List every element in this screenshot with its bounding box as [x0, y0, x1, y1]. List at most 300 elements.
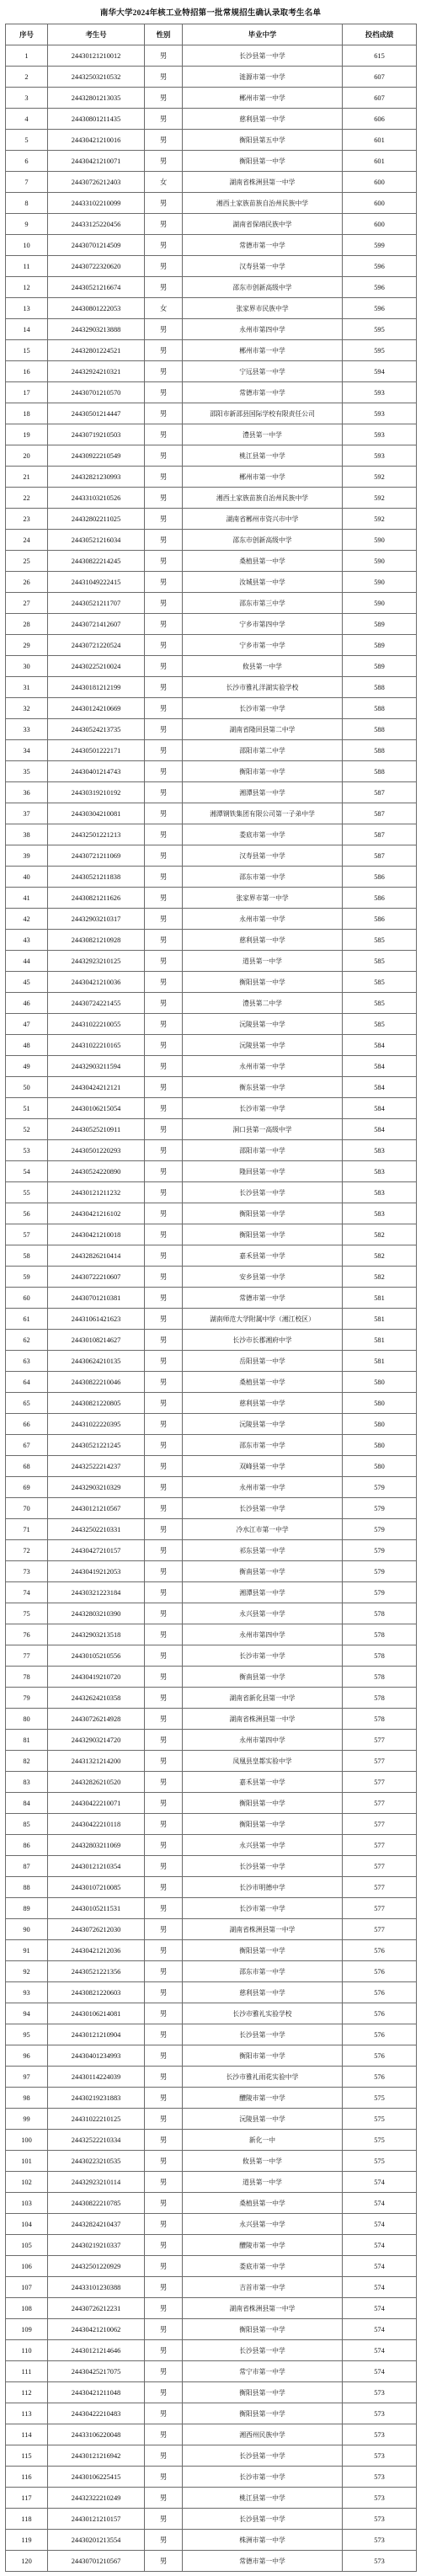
cell-index: 3: [6, 88, 48, 109]
cell-index: 14: [6, 319, 48, 340]
cell-score: 593: [343, 424, 417, 445]
cell-score: 574: [343, 2235, 417, 2256]
cell-index: 27: [6, 593, 48, 614]
cell-school: 邵东市第一中学: [183, 1961, 343, 1982]
cell-school: 衡阳县第一中学: [183, 2382, 343, 2403]
cell-index: 75: [6, 1603, 48, 1624]
cell-index: 50: [6, 1077, 48, 1098]
cell-score: 574: [343, 2361, 417, 2382]
cell-school: 慈利县第一中学: [183, 109, 343, 130]
cell-exam-number: 24430719210503: [48, 424, 145, 445]
table-row: [6, 509, 417, 530]
cell-exam-number: 24432322210249: [48, 2488, 145, 2509]
cell-exam-number: 24430421211048: [48, 2382, 145, 2403]
table-row: [6, 109, 417, 130]
cell-score: 584: [343, 1119, 417, 1140]
cell-score: 577: [343, 1793, 417, 1814]
cell-score: 574: [343, 2193, 417, 2214]
cell-school: 株洲市第一中学: [183, 2530, 343, 2551]
cell-index: 83: [6, 1772, 48, 1793]
cell-score: 581: [343, 1288, 417, 1309]
cell-school: 醴陵市第一中学: [183, 2088, 343, 2109]
cell-gender: 男: [145, 1835, 183, 1856]
header-score: 投档成绩: [343, 24, 417, 45]
table-row: [6, 530, 417, 551]
cell-gender: 男: [145, 593, 183, 614]
cell-gender: 男: [145, 530, 183, 551]
cell-index: 77: [6, 1645, 48, 1667]
cell-score: 576: [343, 2024, 417, 2045]
table-row: [6, 193, 417, 214]
table-row: [6, 951, 417, 972]
cell-score: 588: [343, 677, 417, 698]
cell-gender: 男: [145, 235, 183, 256]
cell-school: 邵东市第一中学: [183, 867, 343, 888]
cell-score: 607: [343, 67, 417, 88]
cell-school: 长沙市第一中学: [183, 2467, 343, 2488]
cell-exam-number: 24430114224039: [48, 2067, 145, 2088]
cell-school: 宁远县第一中学: [183, 361, 343, 382]
table-row: [6, 2551, 417, 2572]
cell-index: 97: [6, 2067, 48, 2088]
cell-index: 40: [6, 867, 48, 888]
cell-school: 衡阳县第一中学: [183, 1224, 343, 1245]
cell-index: 2: [6, 67, 48, 88]
cell-index: 64: [6, 1372, 48, 1393]
cell-exam-number: 24430726212030: [48, 1919, 145, 1940]
cell-school: 长沙市明德中学: [183, 1877, 343, 1898]
cell-exam-number: 24432903211594: [48, 1056, 145, 1077]
cell-school: 常德市第一中学: [183, 382, 343, 403]
cell-exam-number: 24433102210099: [48, 193, 145, 214]
cell-gender: 男: [145, 1477, 183, 1498]
table-row: [6, 1477, 417, 1498]
cell-index: 112: [6, 2382, 48, 2403]
table-row: [6, 803, 417, 824]
table-row: [6, 782, 417, 803]
cell-exam-number: 24432821230993: [48, 467, 145, 488]
cell-exam-number: 24430421210018: [48, 1224, 145, 1245]
cell-school: 汝城县第一中学: [183, 572, 343, 593]
cell-gender: 男: [145, 1688, 183, 1709]
cell-index: 65: [6, 1393, 48, 1414]
cell-index: 11: [6, 256, 48, 277]
cell-gender: 男: [145, 319, 183, 340]
cell-gender: 男: [145, 467, 183, 488]
cell-index: 52: [6, 1119, 48, 1140]
cell-exam-number: 24430801222053: [48, 298, 145, 319]
cell-gender: 男: [145, 1182, 183, 1203]
cell-gender: 男: [145, 2340, 183, 2361]
cell-gender: 男: [145, 1645, 183, 1667]
cell-school: 长沙县第一中学: [183, 45, 343, 67]
cell-gender: 男: [145, 109, 183, 130]
cell-score: 581: [343, 1330, 417, 1351]
cell-gender: 男: [145, 277, 183, 298]
cell-score: 573: [343, 2509, 417, 2530]
cell-exam-number: 24430721211069: [48, 845, 145, 867]
cell-index: 96: [6, 2045, 48, 2067]
table-row: [6, 2130, 417, 2151]
cell-gender: 男: [145, 1372, 183, 1393]
cell-school: 安乡县第一中学: [183, 1267, 343, 1288]
cell-exam-number: 24430421212036: [48, 1940, 145, 1961]
cell-school: 湘潭县第一中学: [183, 1582, 343, 1603]
cell-index: 10: [6, 235, 48, 256]
table-row: [6, 1940, 417, 1961]
cell-score: 579: [343, 1519, 417, 1540]
cell-gender: 男: [145, 1793, 183, 1814]
cell-gender: 男: [145, 1498, 183, 1519]
cell-school: 长沙市第一中学: [183, 1645, 343, 1667]
cell-school: 湘潭钢铁集团有限公司第一子弟中学: [183, 803, 343, 824]
table-row: [6, 214, 417, 235]
cell-gender: 男: [145, 551, 183, 572]
cell-gender: 女: [145, 298, 183, 319]
cell-index: 120: [6, 2551, 48, 2572]
cell-exam-number: 24430724221455: [48, 993, 145, 1014]
cell-school: 衡阳县第一中学: [183, 2319, 343, 2340]
cell-school: 衡南县第一中学: [183, 1667, 343, 1688]
cell-score: 577: [343, 1856, 417, 1877]
cell-score: 588: [343, 719, 417, 740]
cell-score: 577: [343, 1751, 417, 1772]
cell-gender: 男: [145, 1561, 183, 1582]
cell-index: 33: [6, 719, 48, 740]
cell-school: 娄底市第一中学: [183, 824, 343, 845]
cell-score: 600: [343, 214, 417, 235]
cell-score: 595: [343, 340, 417, 361]
cell-exam-number: 24433106220048: [48, 2424, 145, 2445]
table-row: [6, 340, 417, 361]
cell-exam-number: 24430304210081: [48, 803, 145, 824]
cell-school: 慈利县第一中学: [183, 1982, 343, 2003]
cell-gender: 男: [145, 1393, 183, 1414]
cell-gender: 男: [145, 340, 183, 361]
table-row: [6, 382, 417, 403]
cell-gender: 男: [145, 635, 183, 656]
cell-score: 585: [343, 951, 417, 972]
cell-index: 26: [6, 572, 48, 593]
cell-gender: 男: [145, 1245, 183, 1267]
table-row: [6, 1119, 417, 1140]
cell-gender: 男: [145, 1751, 183, 1772]
cell-index: 110: [6, 2340, 48, 2361]
table-row: [6, 424, 417, 445]
table-row: [6, 2467, 417, 2488]
table-row: [6, 909, 417, 930]
cell-exam-number: 24430121214646: [48, 2340, 145, 2361]
table-row: [6, 130, 417, 151]
cell-score: 576: [343, 2045, 417, 2067]
cell-gender: 男: [145, 1288, 183, 1309]
cell-score: 587: [343, 824, 417, 845]
cell-school: 衡阳县第一中学: [183, 2403, 343, 2424]
cell-index: 30: [6, 656, 48, 677]
cell-score: 607: [343, 88, 417, 109]
cell-index: 113: [6, 2403, 48, 2424]
table-row: [6, 930, 417, 951]
cell-score: 583: [343, 1203, 417, 1224]
cell-gender: 男: [145, 1330, 183, 1351]
cell-exam-number: 24432824210437: [48, 2214, 145, 2235]
cell-school: 常德市第一中学: [183, 2551, 343, 2572]
cell-index: 7: [6, 172, 48, 193]
cell-exam-number: 24432923210114: [48, 2172, 145, 2193]
cell-school: 长沙市第一中学: [183, 1898, 343, 1919]
cell-gender: 男: [145, 1519, 183, 1540]
cell-school: 衡阳县第一中学: [183, 151, 343, 172]
cell-school: 长沙市第一中学: [183, 698, 343, 719]
cell-school: 永兴县第一中学: [183, 1835, 343, 1856]
table-row: [6, 1961, 417, 1982]
table-row: [6, 445, 417, 467]
cell-exam-number: 24430421210062: [48, 2319, 145, 2340]
cell-exam-number: 24430121210157: [48, 2509, 145, 2530]
table-row: [6, 993, 417, 1014]
cell-score: 615: [343, 45, 417, 67]
cell-exam-number: 24430219210337: [48, 2235, 145, 2256]
cell-exam-number: 24432802211025: [48, 509, 145, 530]
cell-gender: 男: [145, 67, 183, 88]
table-row: [6, 719, 417, 740]
cell-school: 道县第一中学: [183, 951, 343, 972]
cell-index: 67: [6, 1435, 48, 1456]
cell-gender: 男: [145, 214, 183, 235]
cell-gender: 男: [145, 256, 183, 277]
cell-index: 38: [6, 824, 48, 845]
cell-index: 92: [6, 1961, 48, 1982]
cell-index: 9: [6, 214, 48, 235]
cell-gender: 男: [145, 2256, 183, 2277]
cell-exam-number: 24430701210381: [48, 1288, 145, 1309]
cell-index: 115: [6, 2445, 48, 2467]
cell-score: 577: [343, 1835, 417, 1856]
cell-school: 永州市第一中学: [183, 909, 343, 930]
cell-score: 584: [343, 1056, 417, 1077]
table-row: [6, 45, 417, 67]
cell-gender: 男: [145, 993, 183, 1014]
cell-exam-number: 24430106215054: [48, 1098, 145, 1119]
table-row: [6, 467, 417, 488]
cell-school: 沅陵县第一中学: [183, 2109, 343, 2130]
cell-index: 117: [6, 2488, 48, 2509]
cell-index: 109: [6, 2319, 48, 2340]
cell-school: 嘉禾县第一中学: [183, 1245, 343, 1267]
cell-school: 长沙市雅礼洋湖实验学校: [183, 677, 343, 698]
cell-score: 592: [343, 467, 417, 488]
cell-exam-number: 24430721220524: [48, 635, 145, 656]
cell-index: 21: [6, 467, 48, 488]
cell-exam-number: 24430425217075: [48, 2361, 145, 2382]
cell-school: 永州市第一中学: [183, 1477, 343, 1498]
table-row: [6, 551, 417, 572]
cell-score: 579: [343, 1540, 417, 1561]
table-row: [6, 1414, 417, 1435]
cell-score: 593: [343, 382, 417, 403]
cell-index: 87: [6, 1856, 48, 1877]
cell-gender: 男: [145, 2067, 183, 2088]
cell-exam-number: 24430401234993: [48, 2045, 145, 2067]
cell-gender: 男: [145, 1919, 183, 1940]
cell-school: 涟源市第一中学: [183, 67, 343, 88]
cell-school: 道县第一中学: [183, 2172, 343, 2193]
table-row: [6, 1624, 417, 1645]
cell-gender: 男: [145, 1709, 183, 1730]
cell-exam-number: 24430121211232: [48, 1182, 145, 1203]
cell-exam-number: 24432903213888: [48, 319, 145, 340]
cell-gender: 男: [145, 867, 183, 888]
cell-score: 600: [343, 172, 417, 193]
table-row: [6, 361, 417, 382]
cell-score: 581: [343, 1309, 417, 1330]
cell-score: 590: [343, 593, 417, 614]
cell-score: 582: [343, 1224, 417, 1245]
cell-school: 邵东市创新高级中学: [183, 530, 343, 551]
cell-school: 永兴县第一中学: [183, 1603, 343, 1624]
table-row: [6, 2067, 417, 2088]
table-row: [6, 1182, 417, 1203]
table-row: [6, 2151, 417, 2172]
cell-index: 44: [6, 951, 48, 972]
table-row: [6, 488, 417, 509]
cell-school: 桑植县第一中学: [183, 551, 343, 572]
cell-score: 582: [343, 1245, 417, 1267]
cell-school: 娄底市第一中学: [183, 2256, 343, 2277]
cell-gender: 男: [145, 1098, 183, 1119]
cell-school: 湖南师范大学附属中学（湘江校区）: [183, 1309, 343, 1330]
cell-index: 100: [6, 2130, 48, 2151]
cell-school: 冷水江市第一中学: [183, 1519, 343, 1540]
table-row: [6, 1203, 417, 1224]
table-row: [6, 2024, 417, 2045]
cell-school: 桑植县第一中学: [183, 1372, 343, 1393]
cell-exam-number: 24430225210024: [48, 656, 145, 677]
cell-index: 101: [6, 2151, 48, 2172]
cell-score: 594: [343, 361, 417, 382]
cell-exam-number: 24430424212121: [48, 1077, 145, 1098]
cell-school: 新化一中: [183, 2130, 343, 2151]
cell-index: 82: [6, 1751, 48, 1772]
cell-score: 578: [343, 1688, 417, 1709]
cell-school: 邵东市第一中学: [183, 1435, 343, 1456]
cell-index: 18: [6, 403, 48, 424]
cell-score: 578: [343, 1645, 417, 1667]
cell-school: 常宁市第一中学: [183, 2361, 343, 2382]
cell-school: 长沙县第一中学: [183, 2340, 343, 2361]
table-row: [6, 1014, 417, 1035]
cell-index: 102: [6, 2172, 48, 2193]
cell-school: 慈利县第一中学: [183, 930, 343, 951]
cell-exam-number: 24430401214743: [48, 761, 145, 782]
cell-gender: 男: [145, 572, 183, 593]
cell-exam-number: 24430521221245: [48, 1435, 145, 1456]
cell-index: 74: [6, 1582, 48, 1603]
cell-exam-number: 24430421210016: [48, 130, 145, 151]
cell-index: 54: [6, 1161, 48, 1182]
cell-gender: 男: [145, 2382, 183, 2403]
cell-gender: 男: [145, 930, 183, 951]
cell-school: 衡阳市第一中学: [183, 761, 343, 782]
cell-gender: 男: [145, 1309, 183, 1330]
cell-score: 601: [343, 151, 417, 172]
cell-school: 衡阳县第一中学: [183, 972, 343, 993]
table-row: [6, 1267, 417, 1288]
table-row: [6, 1161, 417, 1182]
table-row: [6, 298, 417, 319]
cell-gender: 男: [145, 1772, 183, 1793]
cell-score: 584: [343, 1077, 417, 1098]
cell-exam-number: 24433103210526: [48, 488, 145, 509]
cell-school: 衡阳县第一中学: [183, 1814, 343, 1835]
cell-school: 攸县第一中学: [183, 656, 343, 677]
table-row: [6, 1372, 417, 1393]
cell-school: 长沙县第一中学: [183, 1856, 343, 1877]
cell-exam-number: 24430105210556: [48, 1645, 145, 1667]
cell-gender: 男: [145, 2467, 183, 2488]
cell-index: 32: [6, 698, 48, 719]
cell-exam-number: 24430722210607: [48, 1267, 145, 1288]
cell-gender: 男: [145, 45, 183, 67]
cell-school: 邵阳市新邵县国际学校有限责任公司: [183, 403, 343, 424]
cell-exam-number: 24430524220890: [48, 1161, 145, 1182]
table-row: [6, 972, 417, 993]
cell-school: 长沙市长郡湘府中学: [183, 1330, 343, 1351]
cell-school: 长沙市第一中学: [183, 1098, 343, 1119]
cell-gender: 男: [145, 614, 183, 635]
cell-gender: 男: [145, 193, 183, 214]
cell-exam-number: 24430821220603: [48, 1982, 145, 2003]
cell-exam-number: 24430421216102: [48, 1203, 145, 1224]
cell-exam-number: 24432803210390: [48, 1603, 145, 1624]
cell-index: 84: [6, 1793, 48, 1814]
table-row: [6, 2382, 417, 2403]
cell-school: 永州市第一中学: [183, 1056, 343, 1077]
cell-score: 578: [343, 1603, 417, 1624]
table-row: [6, 1919, 417, 1940]
table-row: [6, 2003, 417, 2024]
cell-score: 606: [343, 109, 417, 130]
cell-gender: 男: [145, 1014, 183, 1035]
cell-exam-number: 24430521211707: [48, 593, 145, 614]
cell-school: 吉首市第一中学: [183, 2277, 343, 2298]
cell-index: 20: [6, 445, 48, 467]
cell-school: 常德市第一中学: [183, 1288, 343, 1309]
cell-exam-number: 24430419210720: [48, 1667, 145, 1688]
cell-exam-number: 24430525210911: [48, 1119, 145, 1140]
cell-score: 573: [343, 2488, 417, 2509]
cell-exam-number: 24432903210329: [48, 1477, 145, 1498]
cell-exam-number: 24432801213035: [48, 88, 145, 109]
table-row: [6, 1351, 417, 1372]
cell-exam-number: 24430124210669: [48, 698, 145, 719]
admission-table: [5, 24, 417, 2572]
cell-school: 邵阳市第二中学: [183, 740, 343, 761]
cell-exam-number: 24431321214200: [48, 1751, 145, 1772]
cell-gender: 女: [145, 172, 183, 193]
cell-index: 118: [6, 2509, 48, 2530]
cell-index: 78: [6, 1667, 48, 1688]
cell-index: 22: [6, 488, 48, 509]
cell-school: 嘉禾县第一中学: [183, 1772, 343, 1793]
cell-index: 108: [6, 2298, 48, 2319]
cell-score: 574: [343, 2277, 417, 2298]
cell-score: 573: [343, 2467, 417, 2488]
cell-gender: 男: [145, 2277, 183, 2298]
cell-index: 81: [6, 1730, 48, 1751]
cell-exam-number: 24430822214245: [48, 551, 145, 572]
cell-score: 580: [343, 1393, 417, 1414]
